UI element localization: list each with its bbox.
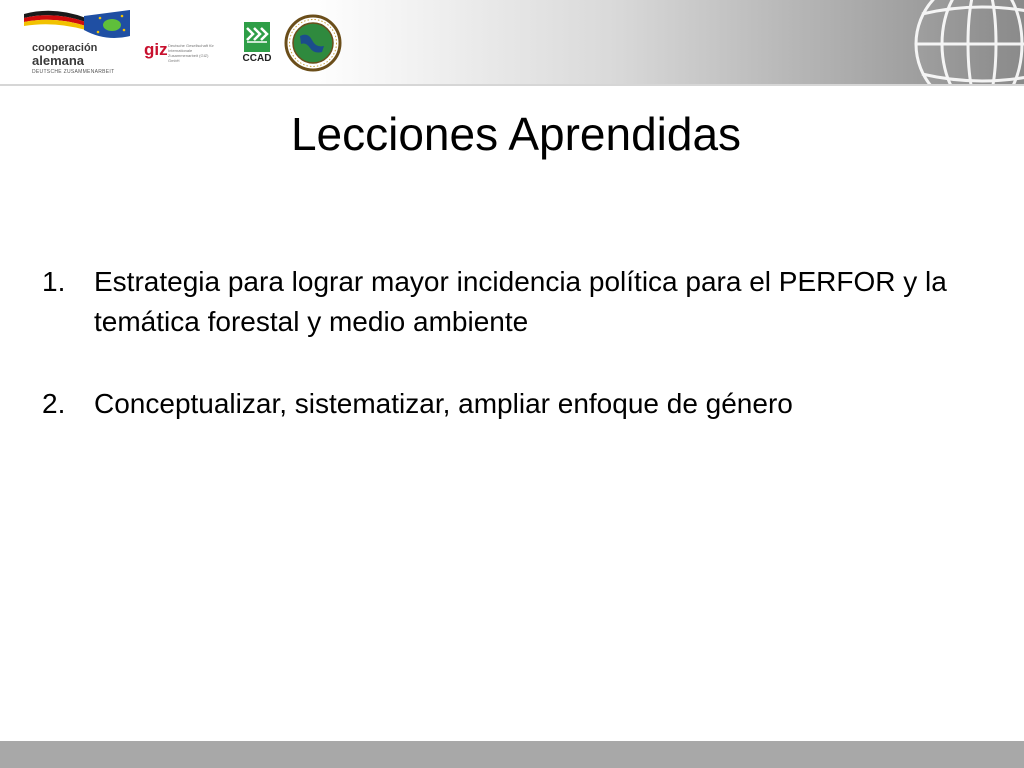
- giz-wordmark: giz: [144, 40, 168, 59]
- deutsche-zusammenarbeit-text: DEUTSCHE ZUSAMMENARBEIT: [32, 69, 115, 75]
- list-item: [40, 262, 980, 342]
- globe-icon: [894, 0, 1024, 86]
- ccad-emblem-icon: [244, 22, 270, 52]
- header-divider: [0, 84, 1024, 86]
- list-item-number: 1.: [42, 266, 66, 297]
- slide-header: [0, 0, 1024, 86]
- alemana-text: alemana: [32, 53, 85, 68]
- slide-title: Lecciones Aprendidas: [290, 108, 742, 160]
- footer-bar: [0, 741, 1024, 768]
- list-item-text: Conceptualizar, sistematizar, ampliar enfoque de género: [94, 388, 793, 419]
- cooperacion-alemana-logo: [24, 8, 136, 74]
- giz-logo: [144, 40, 216, 64]
- lessons-list: [40, 262, 980, 466]
- flag-swoosh-icon: [24, 8, 132, 42]
- sica-seal-icon: [284, 12, 342, 74]
- giz-subtitle: Deutsche Gesellschaft für Internationale Zusammenarbeit (GIZ) GmbH: [168, 43, 214, 63]
- cooperacion-text: cooperación: [32, 42, 98, 54]
- list-item-text: Estrategia para lograr mayor incidencia política para el PERFOR y la temática forestal y medio ambiente: [94, 266, 947, 337]
- list-item-number: 2.: [42, 388, 66, 419]
- ccad-label: CCAD: [242, 53, 272, 64]
- list-item: [40, 384, 980, 424]
- ccad-logo: [240, 22, 274, 68]
